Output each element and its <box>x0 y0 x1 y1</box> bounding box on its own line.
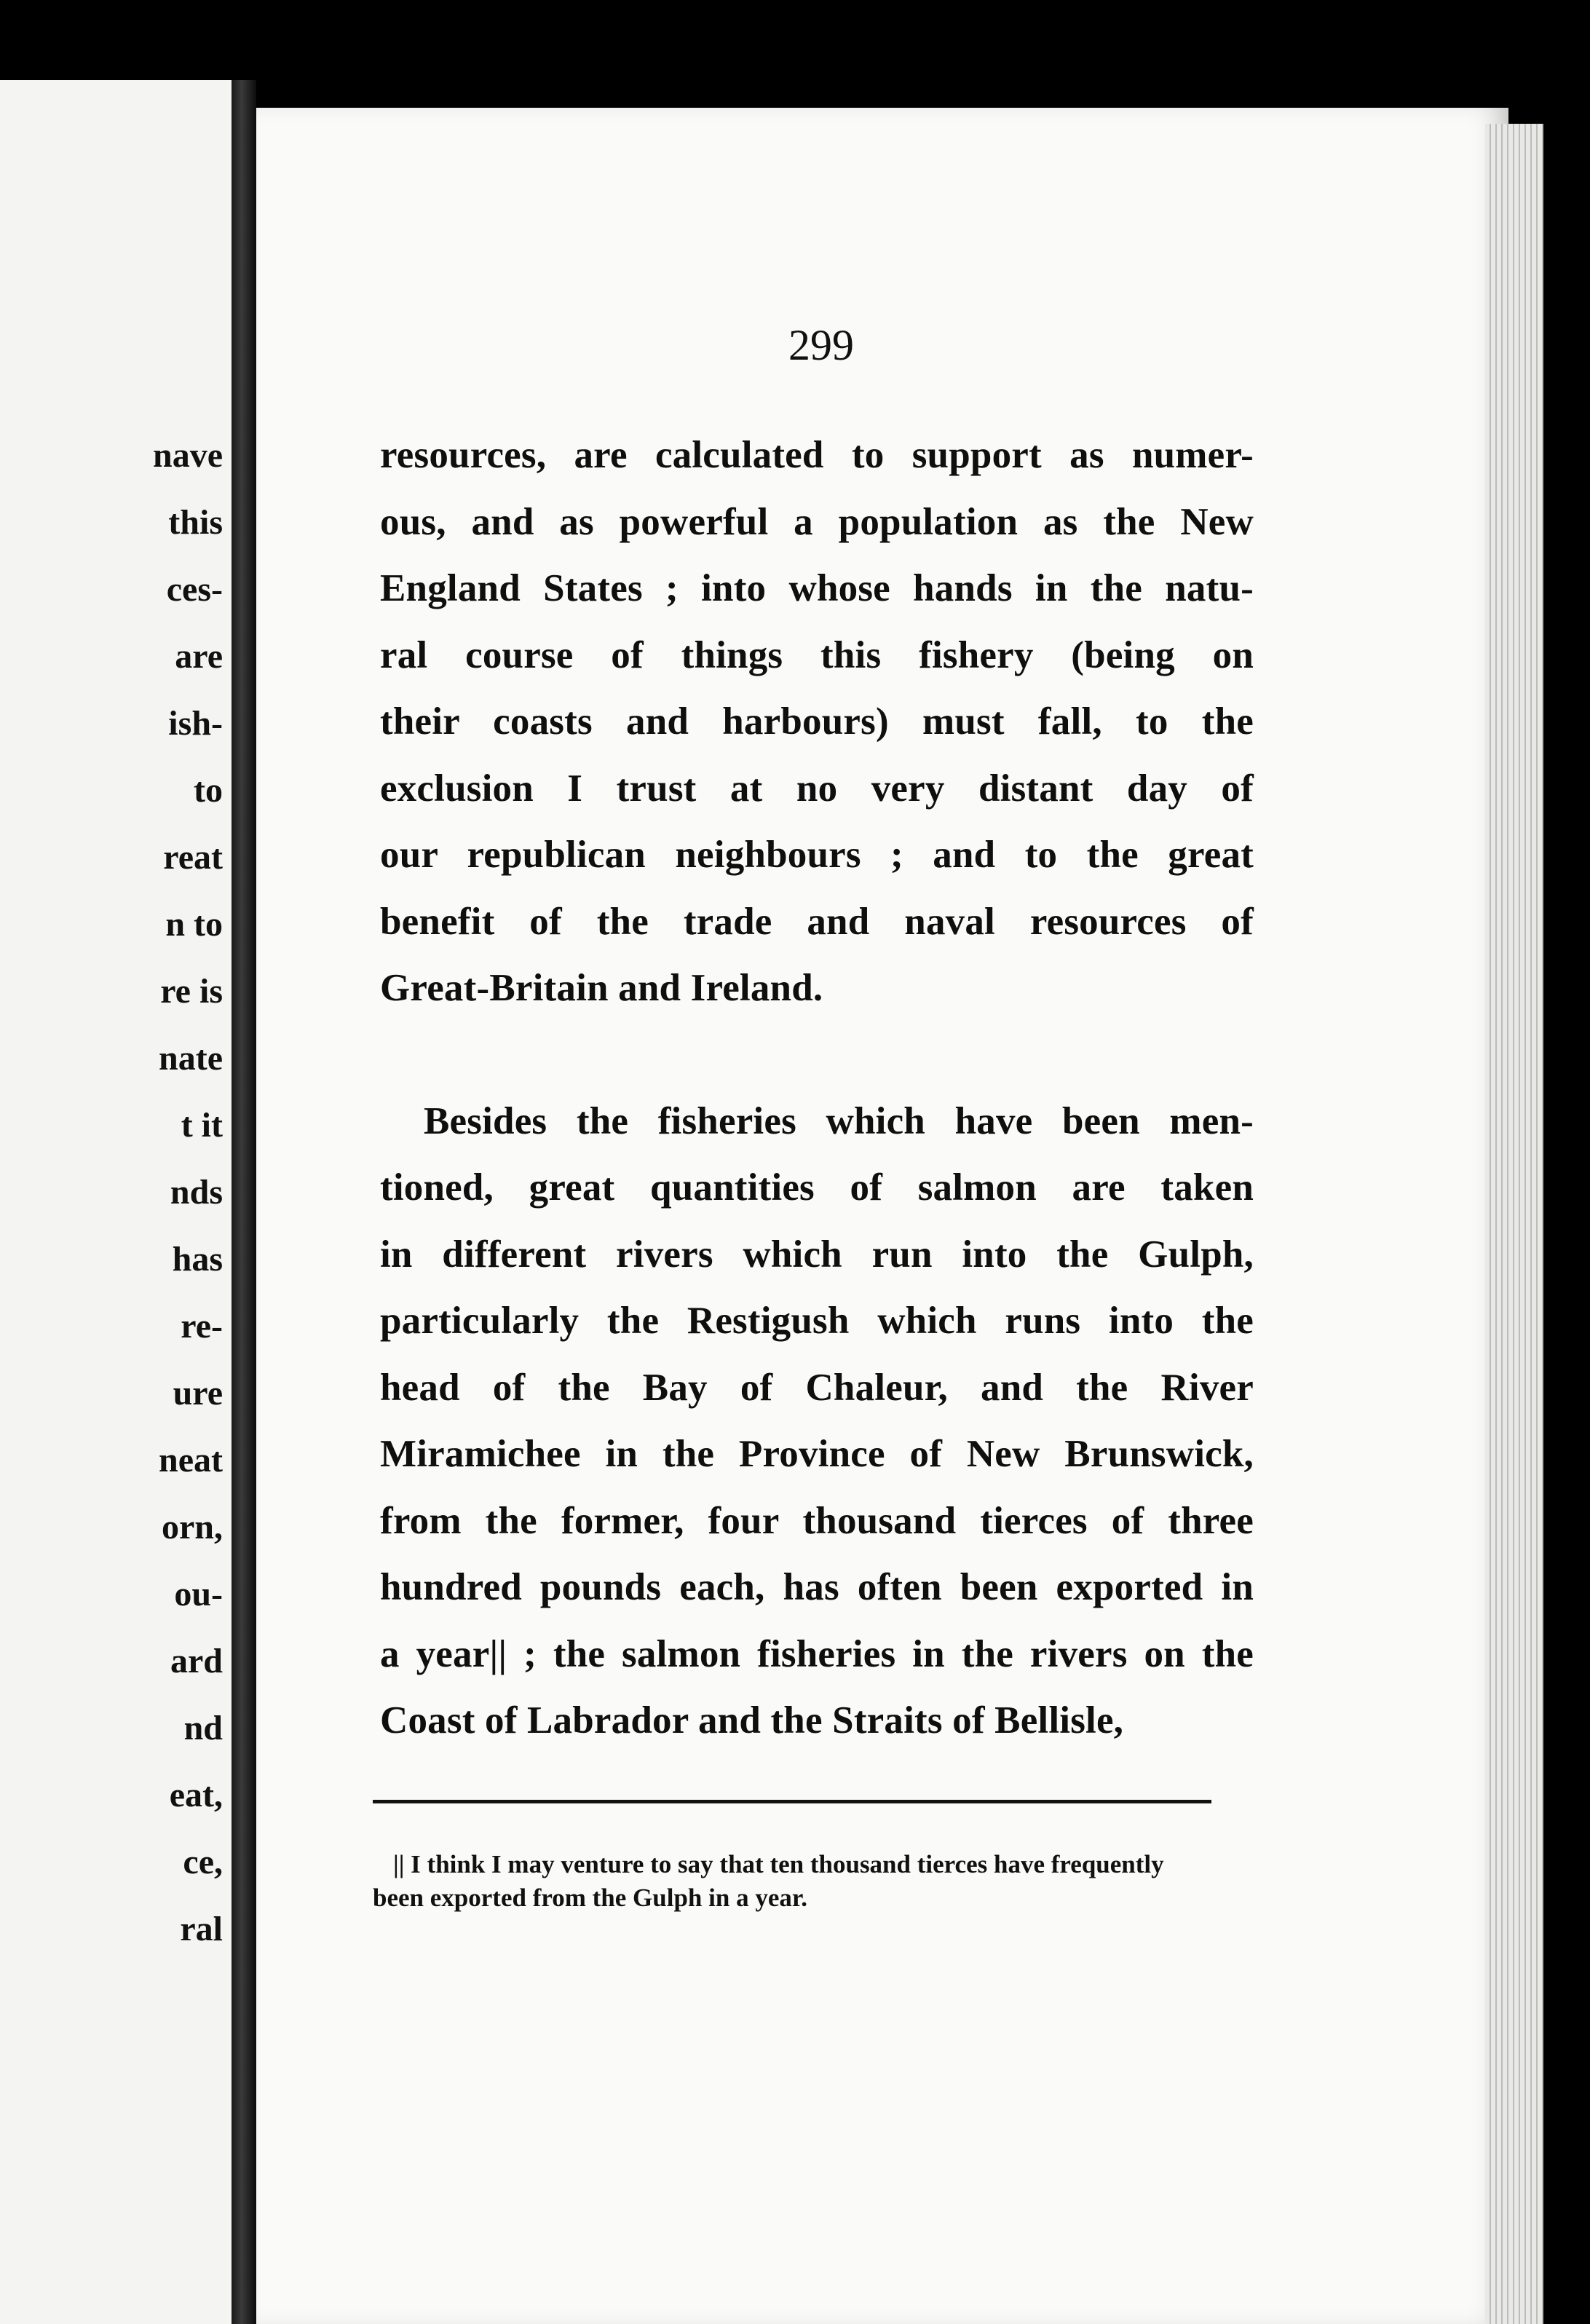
footnote <box>373 1848 1232 1915</box>
left-page-fragment: ard <box>170 1642 223 1680</box>
left-page-fragment: nate <box>159 1039 223 1078</box>
paragraph <box>380 422 1254 1022</box>
left-page <box>0 80 232 2324</box>
book-gutter <box>232 80 256 2324</box>
text-line: Miramichee in the Province of New Brunswick, <box>380 1433 1254 1475</box>
left-page-fragment: ral <box>180 1910 223 1948</box>
left-page-fragment: ces- <box>166 570 223 609</box>
text-line: exclusion I trust at no very distant day of <box>380 767 1254 810</box>
text-line: resources, are calculated to support as numer- <box>380 434 1254 476</box>
text-line: head of the Bay of Chaleur, and the River <box>380 1366 1254 1409</box>
left-page-fragment: nave <box>153 436 223 475</box>
left-page-fragment: has <box>172 1240 223 1278</box>
text-line: ous, and as powerful a population as the New <box>380 500 1254 543</box>
left-page-fragment: orn, <box>162 1508 223 1546</box>
text-line: benefit of the trade and naval resources of <box>380 900 1254 943</box>
text-line: Besides the fisheries which have been men- <box>424 1099 1254 1142</box>
page-number: 299 <box>788 321 854 369</box>
text-line: England States ; into whose hands in the natu- <box>380 567 1254 609</box>
footnote-line: || I think I may venture to say that ten thousand tierces have frequently <box>393 1850 1164 1878</box>
left-page-fragment: this <box>168 503 223 542</box>
left-page-fragment: re- <box>181 1307 223 1345</box>
text-line: our republican neighbours ; and to the great <box>380 834 1254 876</box>
left-page-text-fragments <box>153 422 223 1963</box>
left-page-fragment: neat <box>159 1441 223 1479</box>
left-page-fragment: re is <box>160 972 223 1011</box>
text-line: Coast of Labrador and the Straits of Bellisle, <box>380 1699 1124 1742</box>
left-page-fragment: reat <box>163 838 223 877</box>
text-line: ral course of things this fishery (being on <box>380 633 1254 676</box>
paragraph-gap <box>380 1022 1254 1088</box>
paragraph <box>380 1088 1254 1155</box>
text-line: their coasts and harbours) must fall, to the <box>380 700 1254 743</box>
left-page-fragment: ce, <box>183 1843 223 1881</box>
left-page-fragment: nd <box>183 1709 223 1747</box>
footnote-divider <box>373 1800 1211 1803</box>
left-page-fragment: nds <box>170 1173 223 1212</box>
page-edges <box>1485 124 1543 2324</box>
left-page-fragment: eat, <box>169 1776 223 1814</box>
left-page-fragment: ou- <box>174 1575 223 1613</box>
text-line: in different rivers which run into the Gulph, <box>380 1233 1254 1276</box>
text-line: particularly the Restigush which runs into the <box>380 1300 1254 1342</box>
text-line: tioned, great quantities of salmon are taken <box>380 1166 1254 1209</box>
left-page-fragment: ure <box>173 1374 223 1412</box>
text-line: from the former, four thousand tierces of three <box>380 1499 1254 1542</box>
left-page-fragment: to <box>194 771 223 810</box>
text-line: a year|| ; the salmon fisheries in the rivers on the <box>380 1632 1254 1675</box>
text-line: Great-Britain and Ireland. <box>380 967 823 1009</box>
left-page-fragment: n to <box>165 905 223 944</box>
text-line: hundred pounds each, has often been exported in <box>380 1566 1254 1608</box>
left-page-fragment: t it <box>181 1106 223 1145</box>
left-page-fragment: are <box>175 637 223 676</box>
body-text <box>380 422 1254 1755</box>
paragraph-continued <box>380 1155 1254 1755</box>
footnote-line: been exported from the Gulph in a year. <box>373 1884 807 1912</box>
left-page-fragment: ish- <box>168 704 223 743</box>
